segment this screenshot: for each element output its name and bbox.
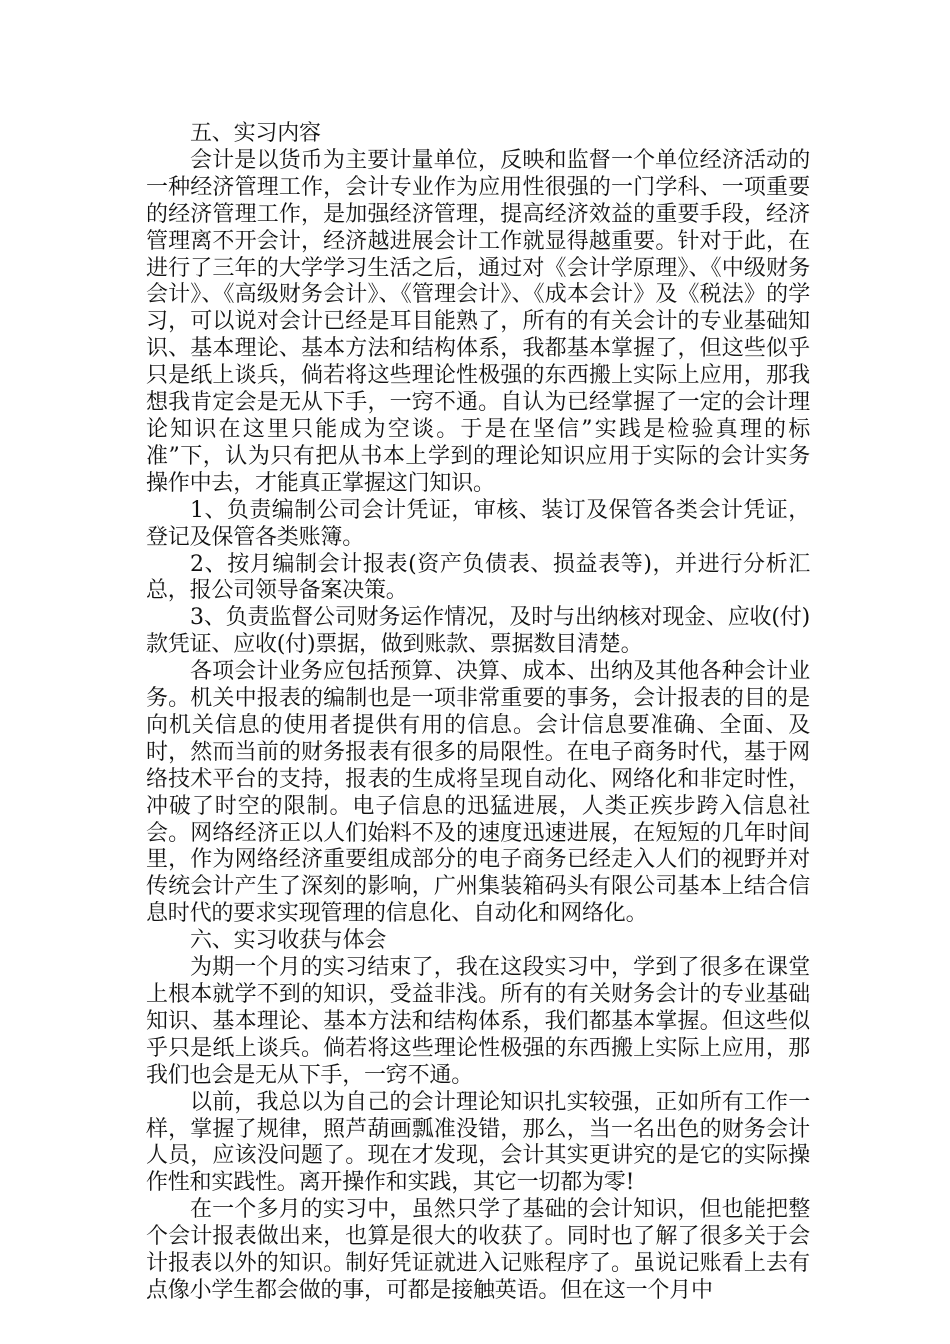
body-paragraph: 各项会计业务应包括预算、决算、成本、出纳及其他各种会计业务。机关中报表的编制也是一项非常重要的事务，会计报表的目的是向机关信息的使用者提供有用的信息。会计信息要准确、全面、及时，然而当前的财务报表有很多的局限性。在电子商务时代，基于网络技术平台的支持，报表的生成将呈现自动化、网络化和非定时性，冲破了时空的限制。电子信息的迅猛进展，人类正疾步跨入信息社会。网络经济正以人们始料不及的速度迅速进展，在短短的几年时间里，作为网络经济重要组成部分的电子商务已经走入人们的视野并对传统会计产生了深刻的影响，广州集装箱码头有限公司基本上结合信息时代的要求实现管理的信息化、自动化和网络化。 <box>146 659 810 927</box>
body-paragraph: 在一个多月的实习中，虽然只学了基础的会计知识，但也能把整个会计报表做出来，也算是很大的收获了。同时也了解了很多关于会计报表以外的知识。制好凭证就进入记账程序了。虽说记账看上去有点像小学生都会做的事，可都是接触英语。但在这一个月中 <box>146 1197 810 1303</box>
list-item: 3、负责监督公司财务运作情况，及时与出纳核对现金、应收(付)款凭证、应收(付)票据，做到账款、票据数目清楚。 <box>146 605 810 658</box>
list-item: 2、按月编制会计报表(资产负债表、损益表等)，并进行分析汇总，报公司领导备案决策。 <box>146 551 810 604</box>
section-heading: 五、实习内容 <box>190 121 321 146</box>
section-heading: 六、实习收获与体会 <box>190 928 387 954</box>
body-paragraph: 以前，我总以为自己的会计理论知识扎实较强，正如所有工作一样，掌握了规律，照芦葫画瓢准没错，那么，当一名出色的财务会计人员，应该没问题了。现在才发现，会计其实更讲究的是它的实际操作性和实践性。离开操作和实践，其它一切都为零! <box>146 1089 810 1196</box>
body-paragraph: 为期一个月的实习结束了，我在这段实习中，学到了很多在课堂上根本就学不到的知识，受益非浅。所有的有关财务会计的专业基础知识、基本理论、基本方法和结构体系，我们都基本掌握。但这些似乎只是纸上谈兵。倘若将这些理论性极强的东西搬上实际上应用，那我们也会是无从下手，一窍不通。 <box>146 955 810 1088</box>
document-page <box>146 121 810 1305</box>
list-item: 1、负责编制公司会计凭证，审核、装订及保管各类会计凭证，登记及保管各类账簿。 <box>146 497 810 550</box>
body-paragraph: 会计是以货币为主要计量单位，反映和监督一个单位经济活动的一种经济管理工作，会计专业作为应用性很强的一门学科、一项重要的经济管理工作，是加强经济管理，提高经济效益的重要手段，经济管理离不开会计，经济越进展会计工作就显得越重要。针对于此，在进行了三年的大学学习生活之后，通过对《会计学原理》、《中级财务会计》、《高级财务会计》、《管理会计》、《成本会计》及《税法》的学习，可以说对会计已经是耳目能熟了，所有的有关会计的专业基础知识、基本理论、基本方法和结构体系，我都基本掌握了，但这些似乎只是纸上谈兵，倘若将这些理论性极强的东西搬上实际上应用，那我想我肯定会是无从下手，一窍不通。自认为已经掌握了一定的会计理论知识在这里只能成为空谈。于是在坚信”实践是检验真理的标准”下，认为只有把从书本上学到的理论知识应用于实际的会计实务操作中去，才能真正掌握这门知识。 <box>146 147 810 496</box>
